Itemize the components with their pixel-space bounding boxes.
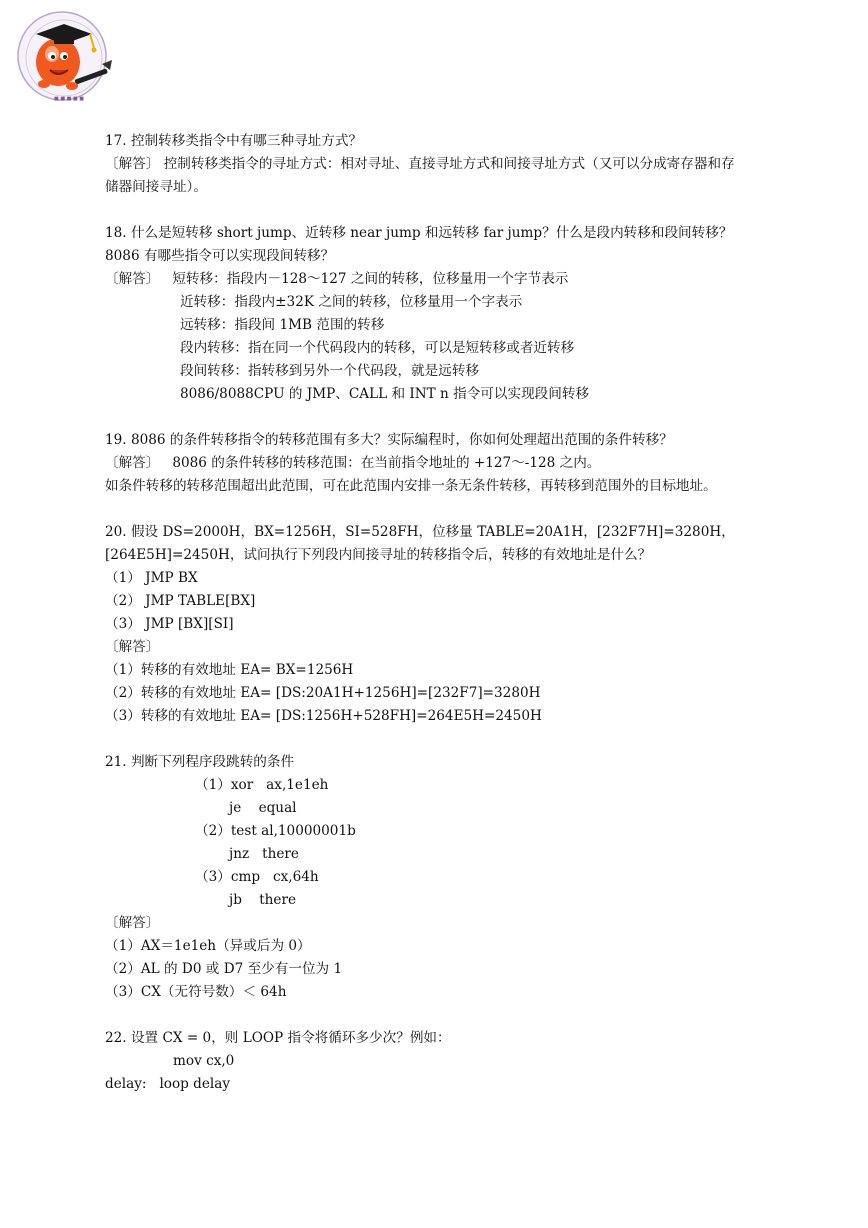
- answer-line: （3）转移的有效地址 EA= [DS:1256H+528FH]=264E5H=2450H: [105, 708, 542, 724]
- code-line: jnz there: [229, 846, 299, 862]
- question-text: 19. 8086 的条件转移指令的转移范围有多大？实际编程时，你如何处理超出范围的条件转移？: [105, 432, 673, 448]
- answer-line: 远转移：指段间 1MB 范围的转移: [180, 317, 385, 333]
- list-item: （1） JMP BX: [105, 570, 198, 586]
- question-20: [105, 521, 745, 728]
- answer-line: 〔解答〕 短转移：指段内－128～127 之间的转移，位移量用一个字节表示: [105, 271, 569, 287]
- code-label: delay:: [105, 1076, 147, 1092]
- code-line: delay: loop delay: [105, 1076, 231, 1092]
- question-19: [105, 429, 745, 498]
- answer-line: 如条件转移的转移范围超出此范围，可在此范围内安排一条无条件转移，再转移到范围外的目标地址。: [105, 478, 717, 494]
- answer-line: （1）AX＝1e1eh（异或后为 0）: [105, 938, 311, 954]
- question-text: 21. 判断下列程序段跳转的条件: [105, 754, 295, 770]
- answer-line: （1）转移的有效地址 EA= BX=1256H: [105, 662, 354, 678]
- list-item: （2） JMP TABLE[BX]: [105, 593, 256, 609]
- answer-line: （2）AL 的 D0 或 D7 至少有一位为 1: [105, 961, 343, 977]
- code-line: jb there: [229, 892, 297, 908]
- svg-text:■ ■ ■ ■ ■: ■ ■ ■ ■ ■: [54, 96, 84, 102]
- answer-line: （2）转移的有效地址 EA= [DS:20A1H+1256H]=[232F7]=3280H: [105, 685, 541, 701]
- answer-line: 〔解答〕 8086 的条件转移的转移范围：在当前指令地址的 +127～-128 之内。: [105, 455, 601, 471]
- answer-text: 〔解答〕 控制转移类指令的寻址方式：相对寻址、直接寻址方式和间接寻址方式（又可以分成寄存器和存储器间接寻址）。: [105, 156, 735, 195]
- code-line: （2）test al,10000001b: [195, 823, 356, 839]
- question-text: 20. 假设 DS=2000H，BX=1256H，SI=528FH，位移量 TABLE=20A1H，[232F7H]=3280H，[264E5H]=2450H，试问执行下列段内间接寻址的转移指令后，转移的有效地址是什么？: [105, 524, 735, 563]
- question-21: [105, 751, 745, 1004]
- question-17: [105, 130, 745, 199]
- answer-line: 8086/8088CPU 的 JMP、CALL 和 INT n 指令可以实现段间转移: [180, 386, 590, 402]
- question-18: [105, 222, 745, 406]
- list-item: （3） JMP [BX][SI]: [105, 616, 234, 632]
- question-text: 18. 什么是短转移 short jump、近转移 near jump 和远转移 far jump？什么是段内转移和段间转移？8086 有哪些指令可以实现段间转移？: [105, 225, 733, 264]
- answer-label: 〔解答〕: [105, 639, 160, 655]
- code-line: mov cx,0: [173, 1053, 235, 1069]
- question-text: 17. 控制转移类指令中有哪三种寻址方式？: [105, 133, 363, 149]
- answer-label: 〔解答〕: [105, 915, 160, 931]
- logo-image: [14, 4, 118, 104]
- document-body: [105, 130, 745, 1096]
- answer-line: 近转移：指段内±32K 之间的转移，位移量用一个字表示: [180, 294, 523, 310]
- answer-line: （3）CX（无符号数）＜ 64h: [105, 984, 287, 1000]
- question-22: [105, 1027, 745, 1096]
- code-line: （1）xor ax,1e1eh: [195, 777, 329, 793]
- code-line: je equal: [229, 800, 297, 816]
- answer-line: 段内转移：指在同一个代码段内的转移，可以是短转移或者近转移: [180, 340, 575, 356]
- code-line: （3）cmp cx,64h: [195, 869, 319, 885]
- question-text: 22. 设置 CX = 0，则 LOOP 指令将循环多少次？例如：: [105, 1030, 451, 1046]
- answer-line: 段间转移：指转移到另外一个代码段，就是远转移: [180, 363, 480, 379]
